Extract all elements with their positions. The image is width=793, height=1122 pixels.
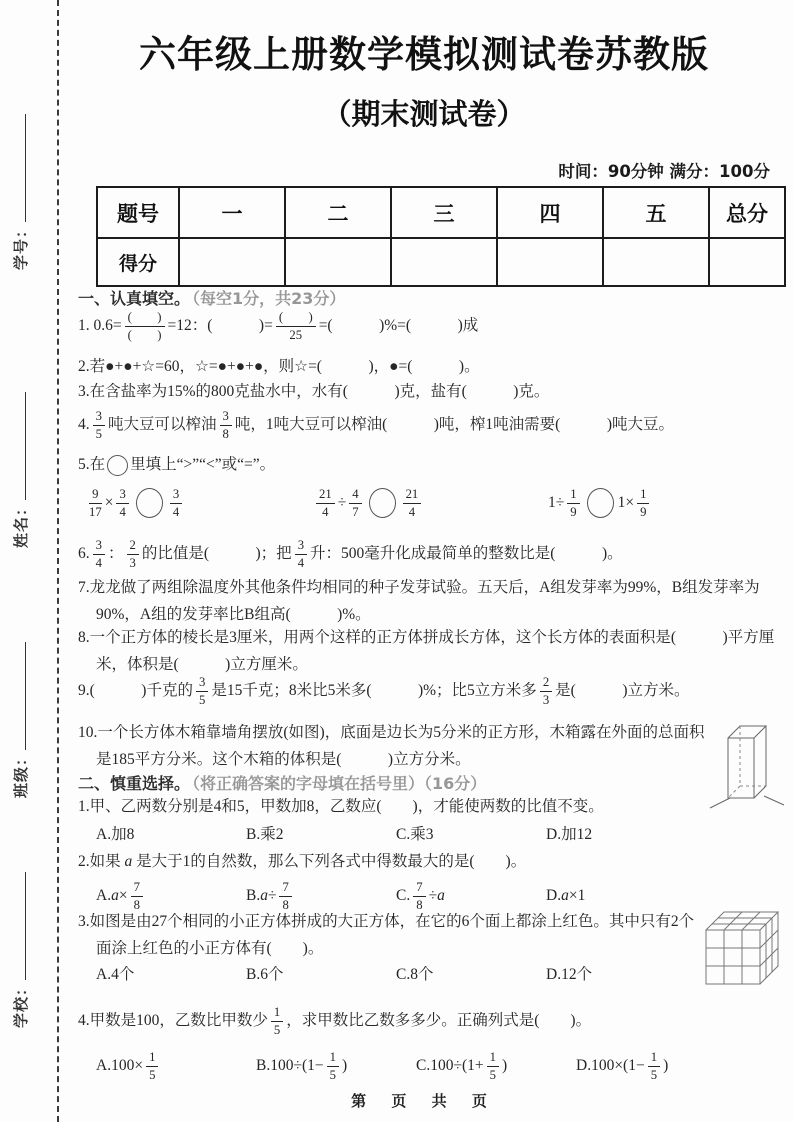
score-table-header-cell: 三	[391, 187, 497, 238]
question-1-8: 8.一个正方体的棱长是3厘米，用两个这样的正方体拼成长方体，这个长方体的表面积是( )平方厘米，体积是( )立方厘米。	[78, 629, 775, 673]
option-b: B.6个	[246, 966, 284, 983]
option-b: B.a÷ $\frac{7}{8}$	[246, 872, 396, 920]
paper-content	[78, 0, 775, 1122]
score-table-header-cell: 二	[285, 187, 391, 238]
option-d: D.12个	[546, 966, 593, 983]
question-2-3: 3.如图是由27个相同的小正方体拼成的大正方体，在它的6个面上都涂上红色。其中只有2个面涂上红色的小正方体有( )。	[78, 913, 695, 957]
score-table-header-cell: 五	[603, 187, 709, 238]
question-2-4: 4.甲数是100，乙数比甲数少 $\frac{1}{5}$ ，求甲数比乙数多多少。正确列式是( )。	[78, 1005, 592, 1037]
question-1-6: 6. $\frac{3}{4}$ ： $\frac{2}{3}$ 的比值是( )；把 $\frac{3}{4}$ 升：500毫升化成最简单的整数比是( )。	[78, 538, 623, 570]
score-row-label: 得分	[97, 238, 179, 286]
box-figure	[702, 710, 787, 815]
option-a: A.4个	[96, 966, 135, 983]
score-cell	[285, 238, 391, 286]
option-d: D.加12	[546, 826, 593, 843]
score-cell	[391, 238, 497, 286]
class-field	[10, 642, 31, 798]
exam-meta: 时间：90分钟 满分：100分	[558, 162, 770, 181]
option-b: B.100÷(1− $\frac{1}{5}$ )	[256, 1050, 348, 1082]
fold-line	[57, 0, 59, 1122]
option-a: A.100× $\frac{1}{5}$	[96, 1042, 256, 1090]
option-a: A.加8	[96, 826, 135, 843]
score-cell	[603, 238, 709, 286]
score-cell	[709, 238, 785, 286]
question-2-2: 2.如果 a 是大于1的自然数，那么下列各式中得数最大的是( )。	[78, 853, 527, 870]
option-c: C.8个	[396, 966, 434, 983]
question-1-1: 1. 0.6= $\frac{( )}{( )}$ =12：( )= $\frac{( )}{25}$ =( )%=( )成	[78, 310, 479, 342]
student-id-blank-line	[25, 114, 26, 222]
options-row-2-3	[78, 962, 770, 988]
score-cell	[497, 238, 603, 286]
score-table-header-row	[97, 187, 785, 238]
school-label: 学校：	[14, 979, 30, 1028]
student-name-blank-line	[25, 392, 26, 500]
score-table-score-row	[97, 238, 785, 286]
question-2-1: 1.甲、乙两数分别是4和5，甲数加8，乙数应( )，才能使两数的比值不变。	[78, 798, 604, 815]
score-cell	[179, 238, 285, 286]
question-1-10: 10.一个长方体木箱靠墙角摆放(如图)，底面是边长为5分米的正方形，木箱露在外面的总面积是185平方分米。这个木箱的体积是( )立方分米。	[78, 724, 705, 768]
student-name-field	[10, 392, 31, 548]
section-1-note: （每空1分，共23分）	[192, 289, 346, 308]
compare-expression-3: 1÷ $\frac{1}{9}$ 1× $\frac{1}{9}$	[548, 474, 652, 532]
options-row-2-1	[78, 822, 770, 848]
option-c: C.乘3	[396, 826, 434, 843]
page-subtitle: （期末测试卷）	[322, 97, 526, 131]
option-b: B.乘2	[246, 826, 284, 843]
question-1-5-compare-row	[78, 474, 770, 532]
score-table-header-cell: 四	[497, 187, 603, 238]
class-blank-line	[25, 642, 26, 750]
options-row-2-4	[78, 1042, 770, 1090]
page-title: 六年级上册数学模拟测试卷苏教版	[139, 33, 709, 76]
student-id-label: 学号：	[14, 221, 30, 270]
question-1-3: 3.在含盐率为15%的800克盐水中，水有( )克，盐有( )克。	[78, 383, 550, 400]
score-table-header-cell: 一	[179, 187, 285, 238]
option-c: C.100÷(1+ $\frac{1}{5}$ )	[416, 1050, 508, 1082]
section-2-note: （将正确答案的字母填在括号里）（16分）	[192, 774, 487, 793]
option-d: D.a×1	[546, 887, 586, 904]
cube-figure	[702, 906, 782, 986]
section-1-title: 一、认真填空。	[78, 289, 191, 308]
school-field	[10, 872, 31, 1028]
student-id-field	[10, 114, 31, 270]
section-2-title: 二、慎重选择。	[78, 774, 191, 793]
question-1-9: 9.( )千克的 $\frac{3}{5}$ 是15千克；8米比5米多( )%；比5立方米多 $\frac{2}{3}$ 是( )立方米。	[78, 675, 690, 707]
school-blank-line	[25, 872, 26, 980]
page-footer: 第 页 共 页	[351, 1092, 497, 1110]
question-1-7: 7.龙龙做了两组除温度外其他条件均相同的种子发芽试验。五天后，A组发芽率为99%，B组发芽率为90%，A组的发芽率比B组高( )%。	[78, 579, 760, 623]
option-d: D.100×(1− $\frac{1}{5}$ )	[576, 1050, 669, 1082]
compare-expression-2: $\frac{21}{4}$ ÷ $\frac{4}{7}$ $\frac{21}{4}$	[313, 474, 424, 532]
section-2-heading	[78, 773, 770, 795]
student-name-label: 姓名：	[14, 499, 30, 548]
question-1-5: 5.在 里填上“>”“<”或“=”。	[78, 452, 788, 478]
question-1-2: 2.若●+●+☆=60，☆=●+●+●，则☆=( )，●=( )。	[78, 358, 480, 375]
score-table-header-cell: 题号	[97, 187, 179, 238]
score-table-header-cell: 总分	[709, 187, 785, 238]
option-c: C. $\frac{7}{8}$ ÷a	[396, 880, 445, 912]
class-label: 班级：	[14, 749, 30, 798]
question-1-4: 4. $\frac{3}{5}$ 吨大豆可以榨油 $\frac{3}{8}$ 吨，1吨大豆可以榨油( )吨，榨1吨油需要( )吨大豆。	[78, 409, 675, 441]
option-a: A.a× $\frac{7}{8}$	[96, 872, 246, 920]
score-table	[96, 186, 786, 287]
compare-expression-1: $\frac{9}{17}$ × $\frac{3}{4}$ $\frac{3}{4}$	[86, 474, 185, 532]
